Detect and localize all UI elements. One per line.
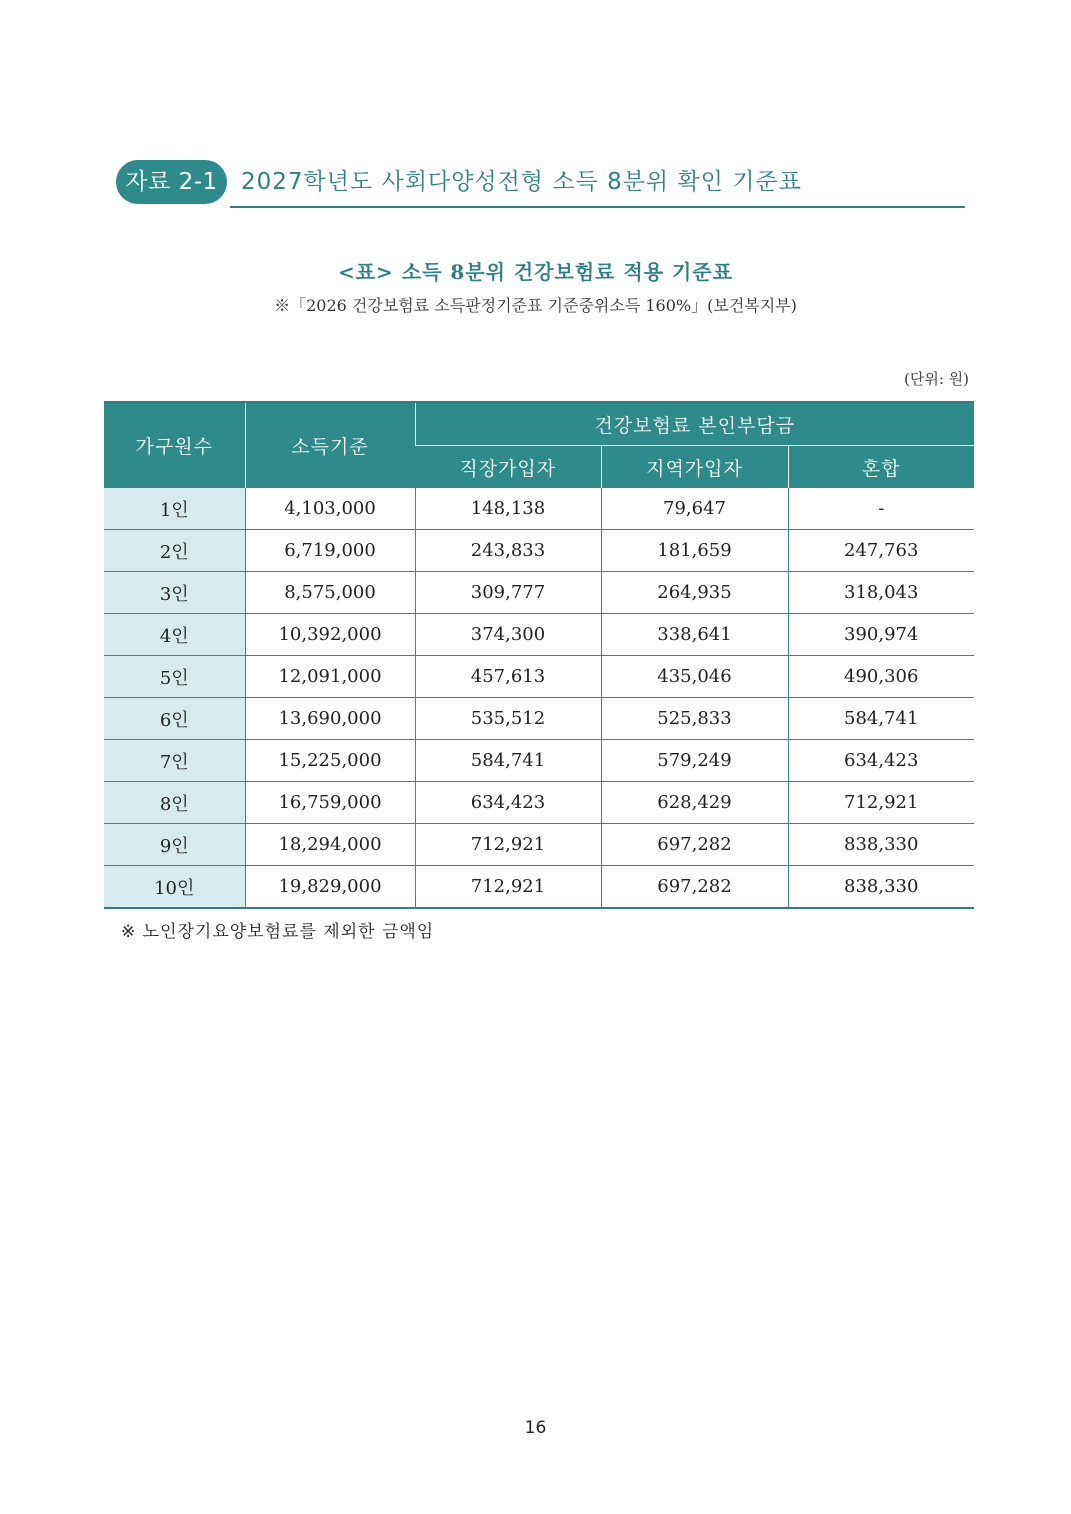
- cell-household: 6인: [104, 698, 245, 740]
- table-row: [104, 866, 974, 909]
- cell-household: 4인: [104, 614, 245, 656]
- cell-household: 2인: [104, 530, 245, 572]
- header-income: 소득기준: [245, 402, 415, 488]
- cell-mixed: 838,330: [788, 866, 974, 909]
- section-title-row: [116, 160, 966, 210]
- cell-mixed: 584,741: [788, 698, 974, 740]
- cell-regional: 264,935: [601, 572, 788, 614]
- cell-household: 3인: [104, 572, 245, 614]
- income-criteria-table: [104, 401, 974, 909]
- cell-regional: 338,641: [601, 614, 788, 656]
- cell-workplace: 634,423: [415, 782, 601, 824]
- page-number: 16: [524, 1418, 547, 1438]
- cell-regional: 697,282: [601, 866, 788, 909]
- unit-note: (단위: 원): [904, 370, 969, 388]
- cell-mixed: 318,043: [788, 572, 974, 614]
- cell-workplace: 584,741: [415, 740, 601, 782]
- cell-regional: 525,833: [601, 698, 788, 740]
- cell-income: 16,759,000: [245, 782, 415, 824]
- table-row: [104, 488, 974, 530]
- cell-income: 4,103,000: [245, 488, 415, 530]
- cell-regional: 79,647: [601, 488, 788, 530]
- section-title: 2027학년도 사회다양성전형 소득 8분위 확인 기준표: [241, 169, 802, 195]
- cell-income: 13,690,000: [245, 698, 415, 740]
- header-household: 가구원수: [104, 402, 245, 488]
- cell-regional: 628,429: [601, 782, 788, 824]
- cell-household: 1인: [104, 488, 245, 530]
- cell-income: 19,829,000: [245, 866, 415, 909]
- cell-mixed: 634,423: [788, 740, 974, 782]
- cell-mixed: 390,974: [788, 614, 974, 656]
- table-row: [104, 614, 974, 656]
- cell-workplace: 712,921: [415, 824, 601, 866]
- header-premium-group: 건강보험료 본인부담금: [415, 402, 974, 446]
- table-row: [104, 572, 974, 614]
- cell-mixed: -: [788, 488, 974, 530]
- header-workplace: 직장가입자: [415, 446, 601, 489]
- cell-workplace: 309,777: [415, 572, 601, 614]
- cell-workplace: 535,512: [415, 698, 601, 740]
- cell-mixed: 712,921: [788, 782, 974, 824]
- header-mixed: 혼합: [788, 446, 974, 489]
- table-row: [104, 740, 974, 782]
- cell-income: 12,091,000: [245, 656, 415, 698]
- table-row: [104, 656, 974, 698]
- header-regional: 지역가입자: [601, 446, 788, 489]
- cell-workplace: 243,833: [415, 530, 601, 572]
- cell-regional: 435,046: [601, 656, 788, 698]
- cell-workplace: 148,138: [415, 488, 601, 530]
- cell-household: 10인: [104, 866, 245, 909]
- table-row: [104, 782, 974, 824]
- cell-mixed: 247,763: [788, 530, 974, 572]
- cell-household: 9인: [104, 824, 245, 866]
- cell-workplace: 712,921: [415, 866, 601, 909]
- cell-regional: 697,282: [601, 824, 788, 866]
- table-source-note: ※「2026 건강보험료 소득판정기준표 기준중위소득 160%」(보건복지부): [274, 296, 797, 315]
- cell-workplace: 457,613: [415, 656, 601, 698]
- cell-workplace: 374,300: [415, 614, 601, 656]
- table-row: [104, 698, 974, 740]
- foot-note: ※ 노인장기요양보험료를 제외한 금액임: [121, 922, 435, 942]
- cell-income: 8,575,000: [245, 572, 415, 614]
- cell-income: 10,392,000: [245, 614, 415, 656]
- cell-income: 15,225,000: [245, 740, 415, 782]
- cell-household: 5인: [104, 656, 245, 698]
- section-badge: 자료 2-1: [116, 160, 227, 204]
- cell-income: 6,719,000: [245, 530, 415, 572]
- table-row: [104, 824, 974, 866]
- table-caption: <표> 소득 8분위 건강보험료 적용 기준표: [337, 260, 734, 284]
- cell-regional: 579,249: [601, 740, 788, 782]
- cell-income: 18,294,000: [245, 824, 415, 866]
- title-underline: [230, 206, 965, 208]
- table-row: [104, 530, 974, 572]
- cell-mixed: 490,306: [788, 656, 974, 698]
- cell-mixed: 838,330: [788, 824, 974, 866]
- cell-regional: 181,659: [601, 530, 788, 572]
- cell-household: 7인: [104, 740, 245, 782]
- cell-household: 8인: [104, 782, 245, 824]
